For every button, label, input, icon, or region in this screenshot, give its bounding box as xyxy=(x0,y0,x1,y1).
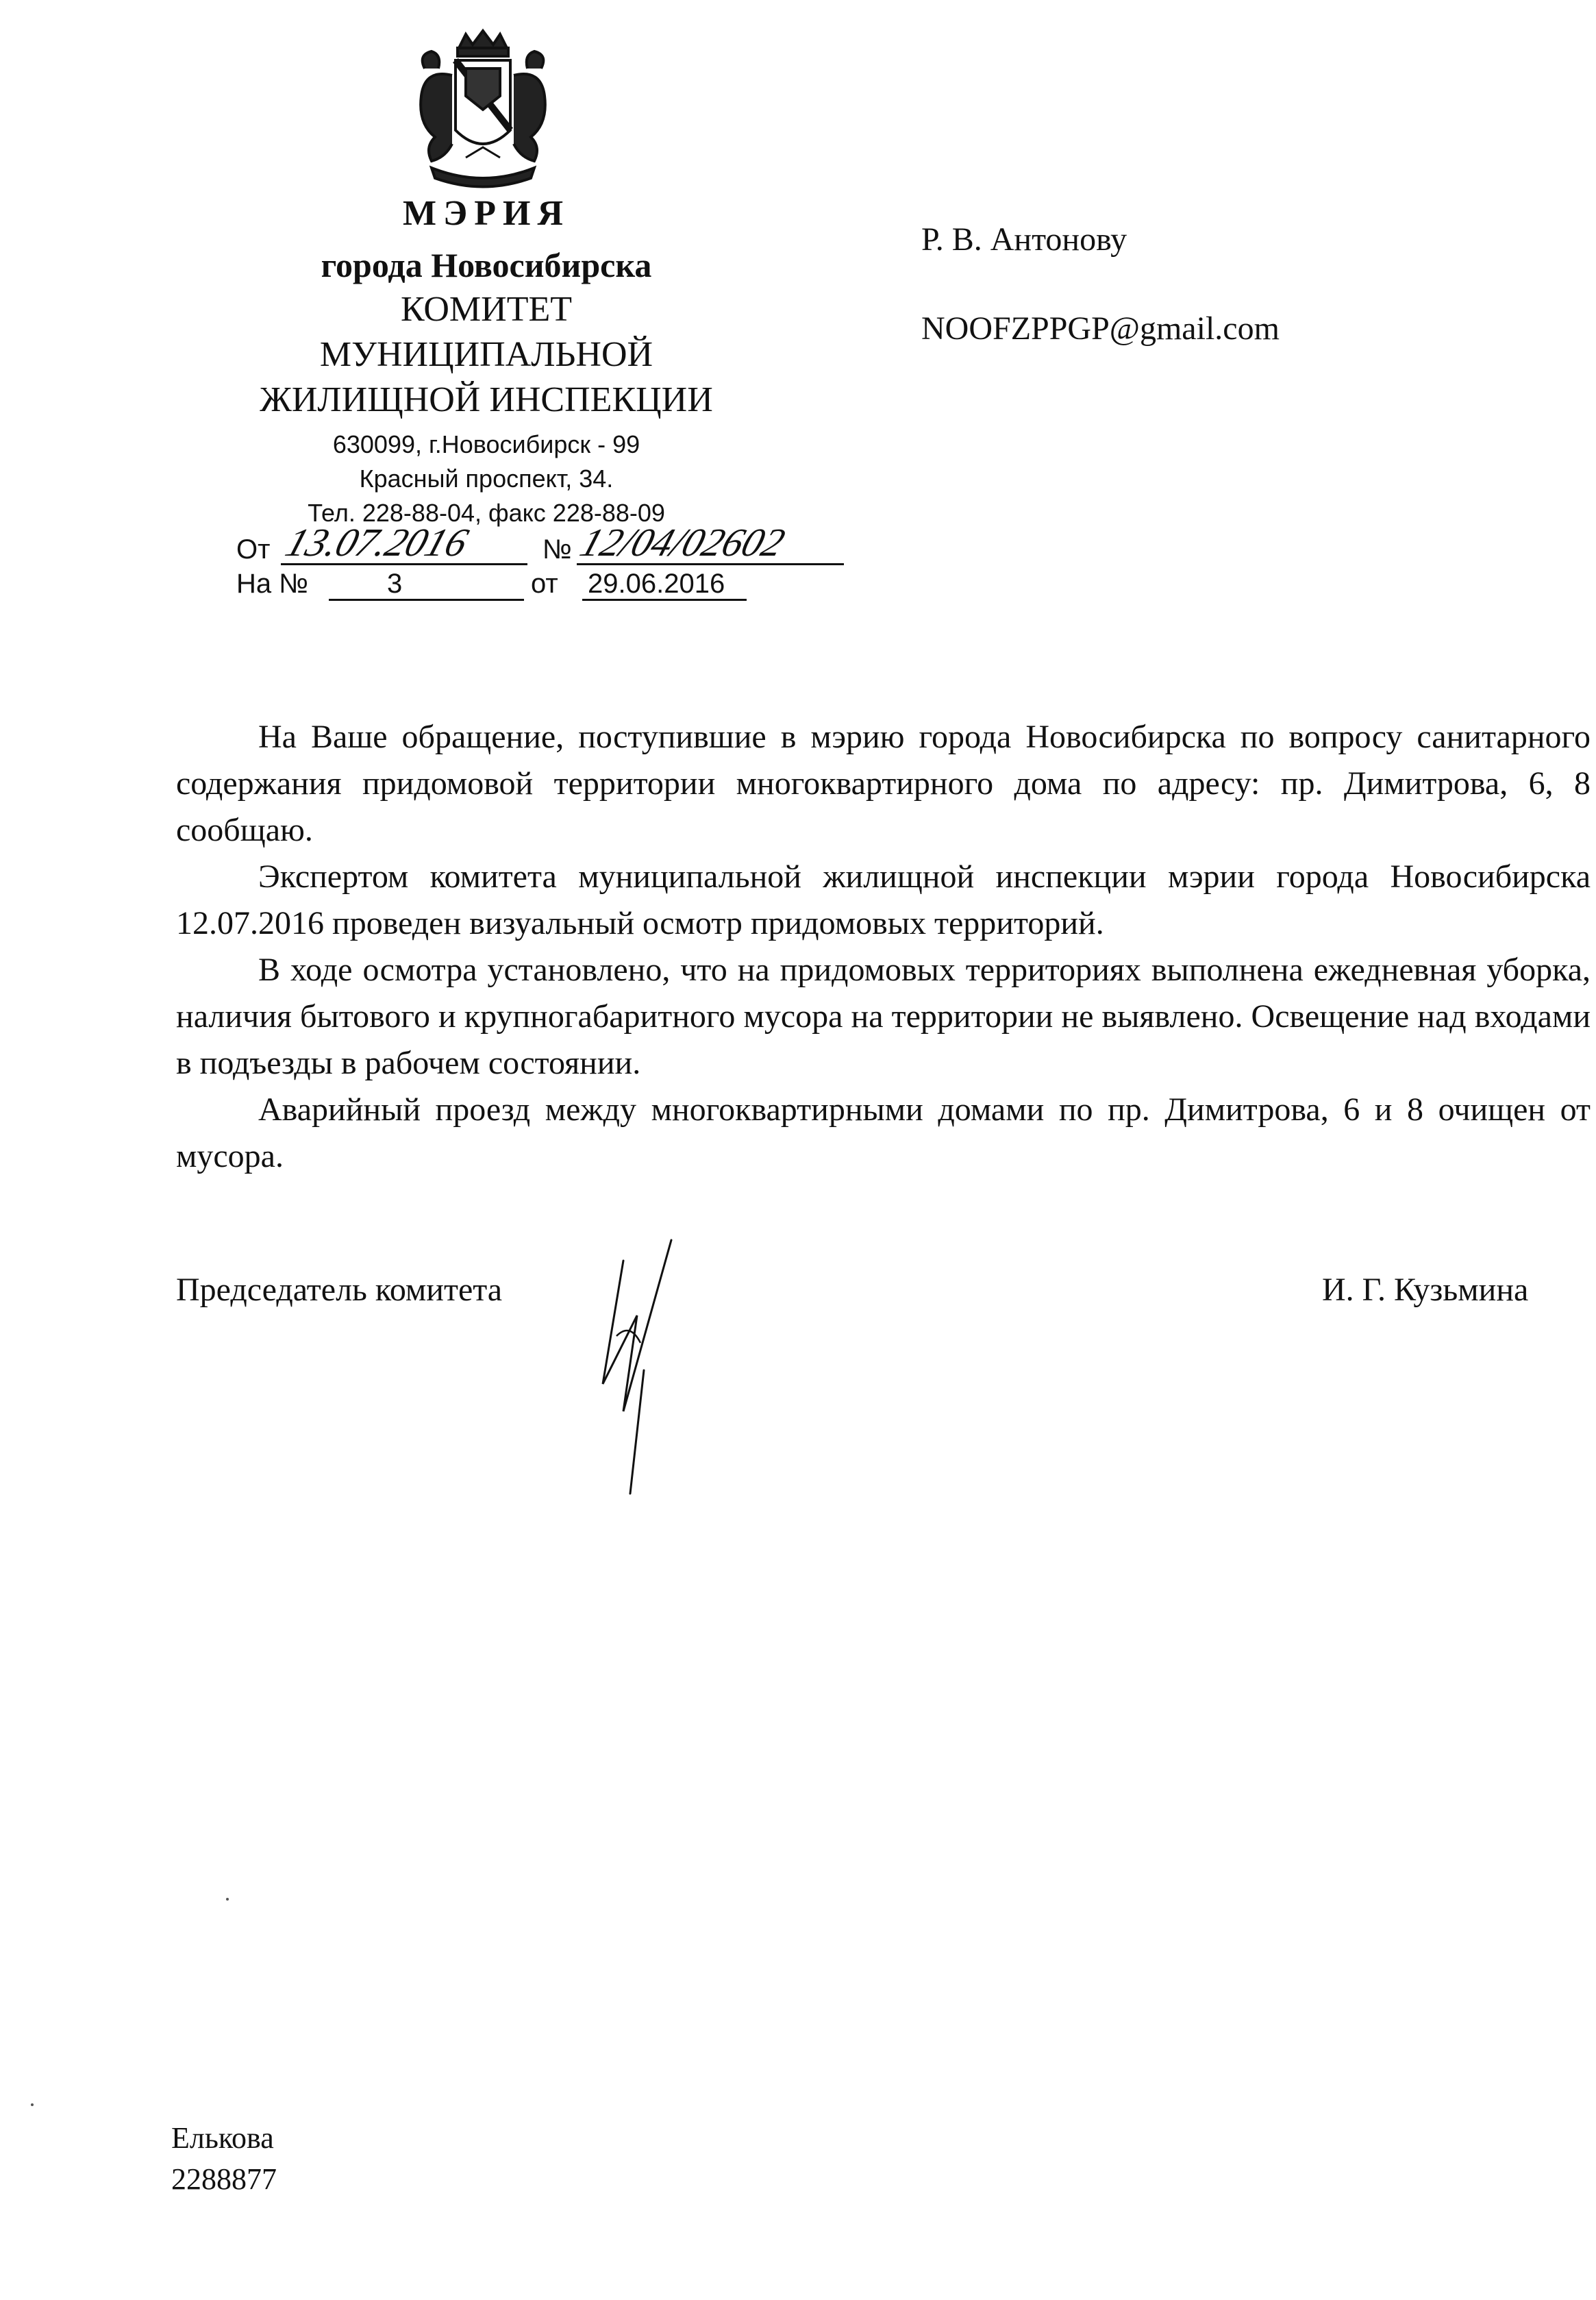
body-text: На Ваше обращение, поступившие в мэрию города Новосибирска по вопросу санитарного содержания придомовой территории многоквартирного дома по адресу: пр. Димитрова, 6, 8 сообщаю. xyxy=(176,719,1591,848)
letterhead-title: МЭРИЯ xyxy=(402,194,571,233)
coat-of-arms-icon xyxy=(404,27,562,192)
body-text: Аварийный проезд между многоквартирными домами по пр. Димитрова, 6 и 8 очищен от мусора. xyxy=(176,1091,1591,1174)
incoming-number-label: На № xyxy=(236,569,309,599)
letterhead-address-line1: 630099, г.Новосибирск - 99 xyxy=(332,430,640,458)
executor-phone: 2288877 xyxy=(171,2162,277,2196)
outgoing-number-handwritten: 12/04/02602 xyxy=(575,520,790,565)
handwritten-signature xyxy=(582,1233,719,1507)
body-text: Экспертом комитета муниципальной жилищной инспекции мэрии города Новосибирска 12.07.2016 проведен визуальный осмотр придомовых территорий. xyxy=(176,858,1591,941)
addressee-name: Р. В. Антонову xyxy=(921,221,1127,258)
body-text: В ходе осмотра установлено, что на придомовых территориях выполнена ежедневная уборка, наличия бытового и крупногабаритного мусора на территории не выявлено. Освещение над входами в подъезды в рабочем состоянии. xyxy=(176,952,1591,1081)
executor-name: Елькова xyxy=(171,2121,274,2155)
letterhead-phone: Тел. 228-88-04, факс 228-88-09 xyxy=(308,499,665,527)
outgoing-number-label: № xyxy=(543,534,572,565)
letterhead-committee-line1: КОМИТЕТ xyxy=(400,290,573,329)
body-paragraph-1 xyxy=(176,714,1591,854)
body-paragraph-2 xyxy=(176,854,1591,947)
signatory-name: И. Г. Кузьмина xyxy=(1322,1272,1529,1308)
incoming-date-label: от xyxy=(531,569,558,599)
outgoing-date-handwritten: 13.07.2016 xyxy=(280,520,474,565)
letterhead-city: города Новосибирска xyxy=(321,246,652,284)
letterhead-committee-line2: МУНИЦИПАЛЬНОЙ xyxy=(319,335,653,374)
addressee-email: NOOFZPPGP@gmail.com xyxy=(921,310,1280,347)
body-paragraph-4 xyxy=(176,1087,1591,1180)
scan-speck xyxy=(31,2103,34,2106)
body-paragraph-3 xyxy=(176,947,1591,1087)
letterhead-committee-line3: ЖИЛИЩНОЙ ИНСПЕКЦИИ xyxy=(260,380,713,419)
incoming-number-underline xyxy=(329,599,524,601)
incoming-date-value: 29.06.2016 xyxy=(588,569,725,599)
letterhead-address-line2: Красный проспект, 34. xyxy=(359,465,614,493)
incoming-number-value: 3 xyxy=(387,569,403,599)
outgoing-date-label: От xyxy=(236,534,271,565)
scan-speck xyxy=(226,1898,229,1901)
signatory-title: Председатель комитета xyxy=(176,1272,503,1308)
